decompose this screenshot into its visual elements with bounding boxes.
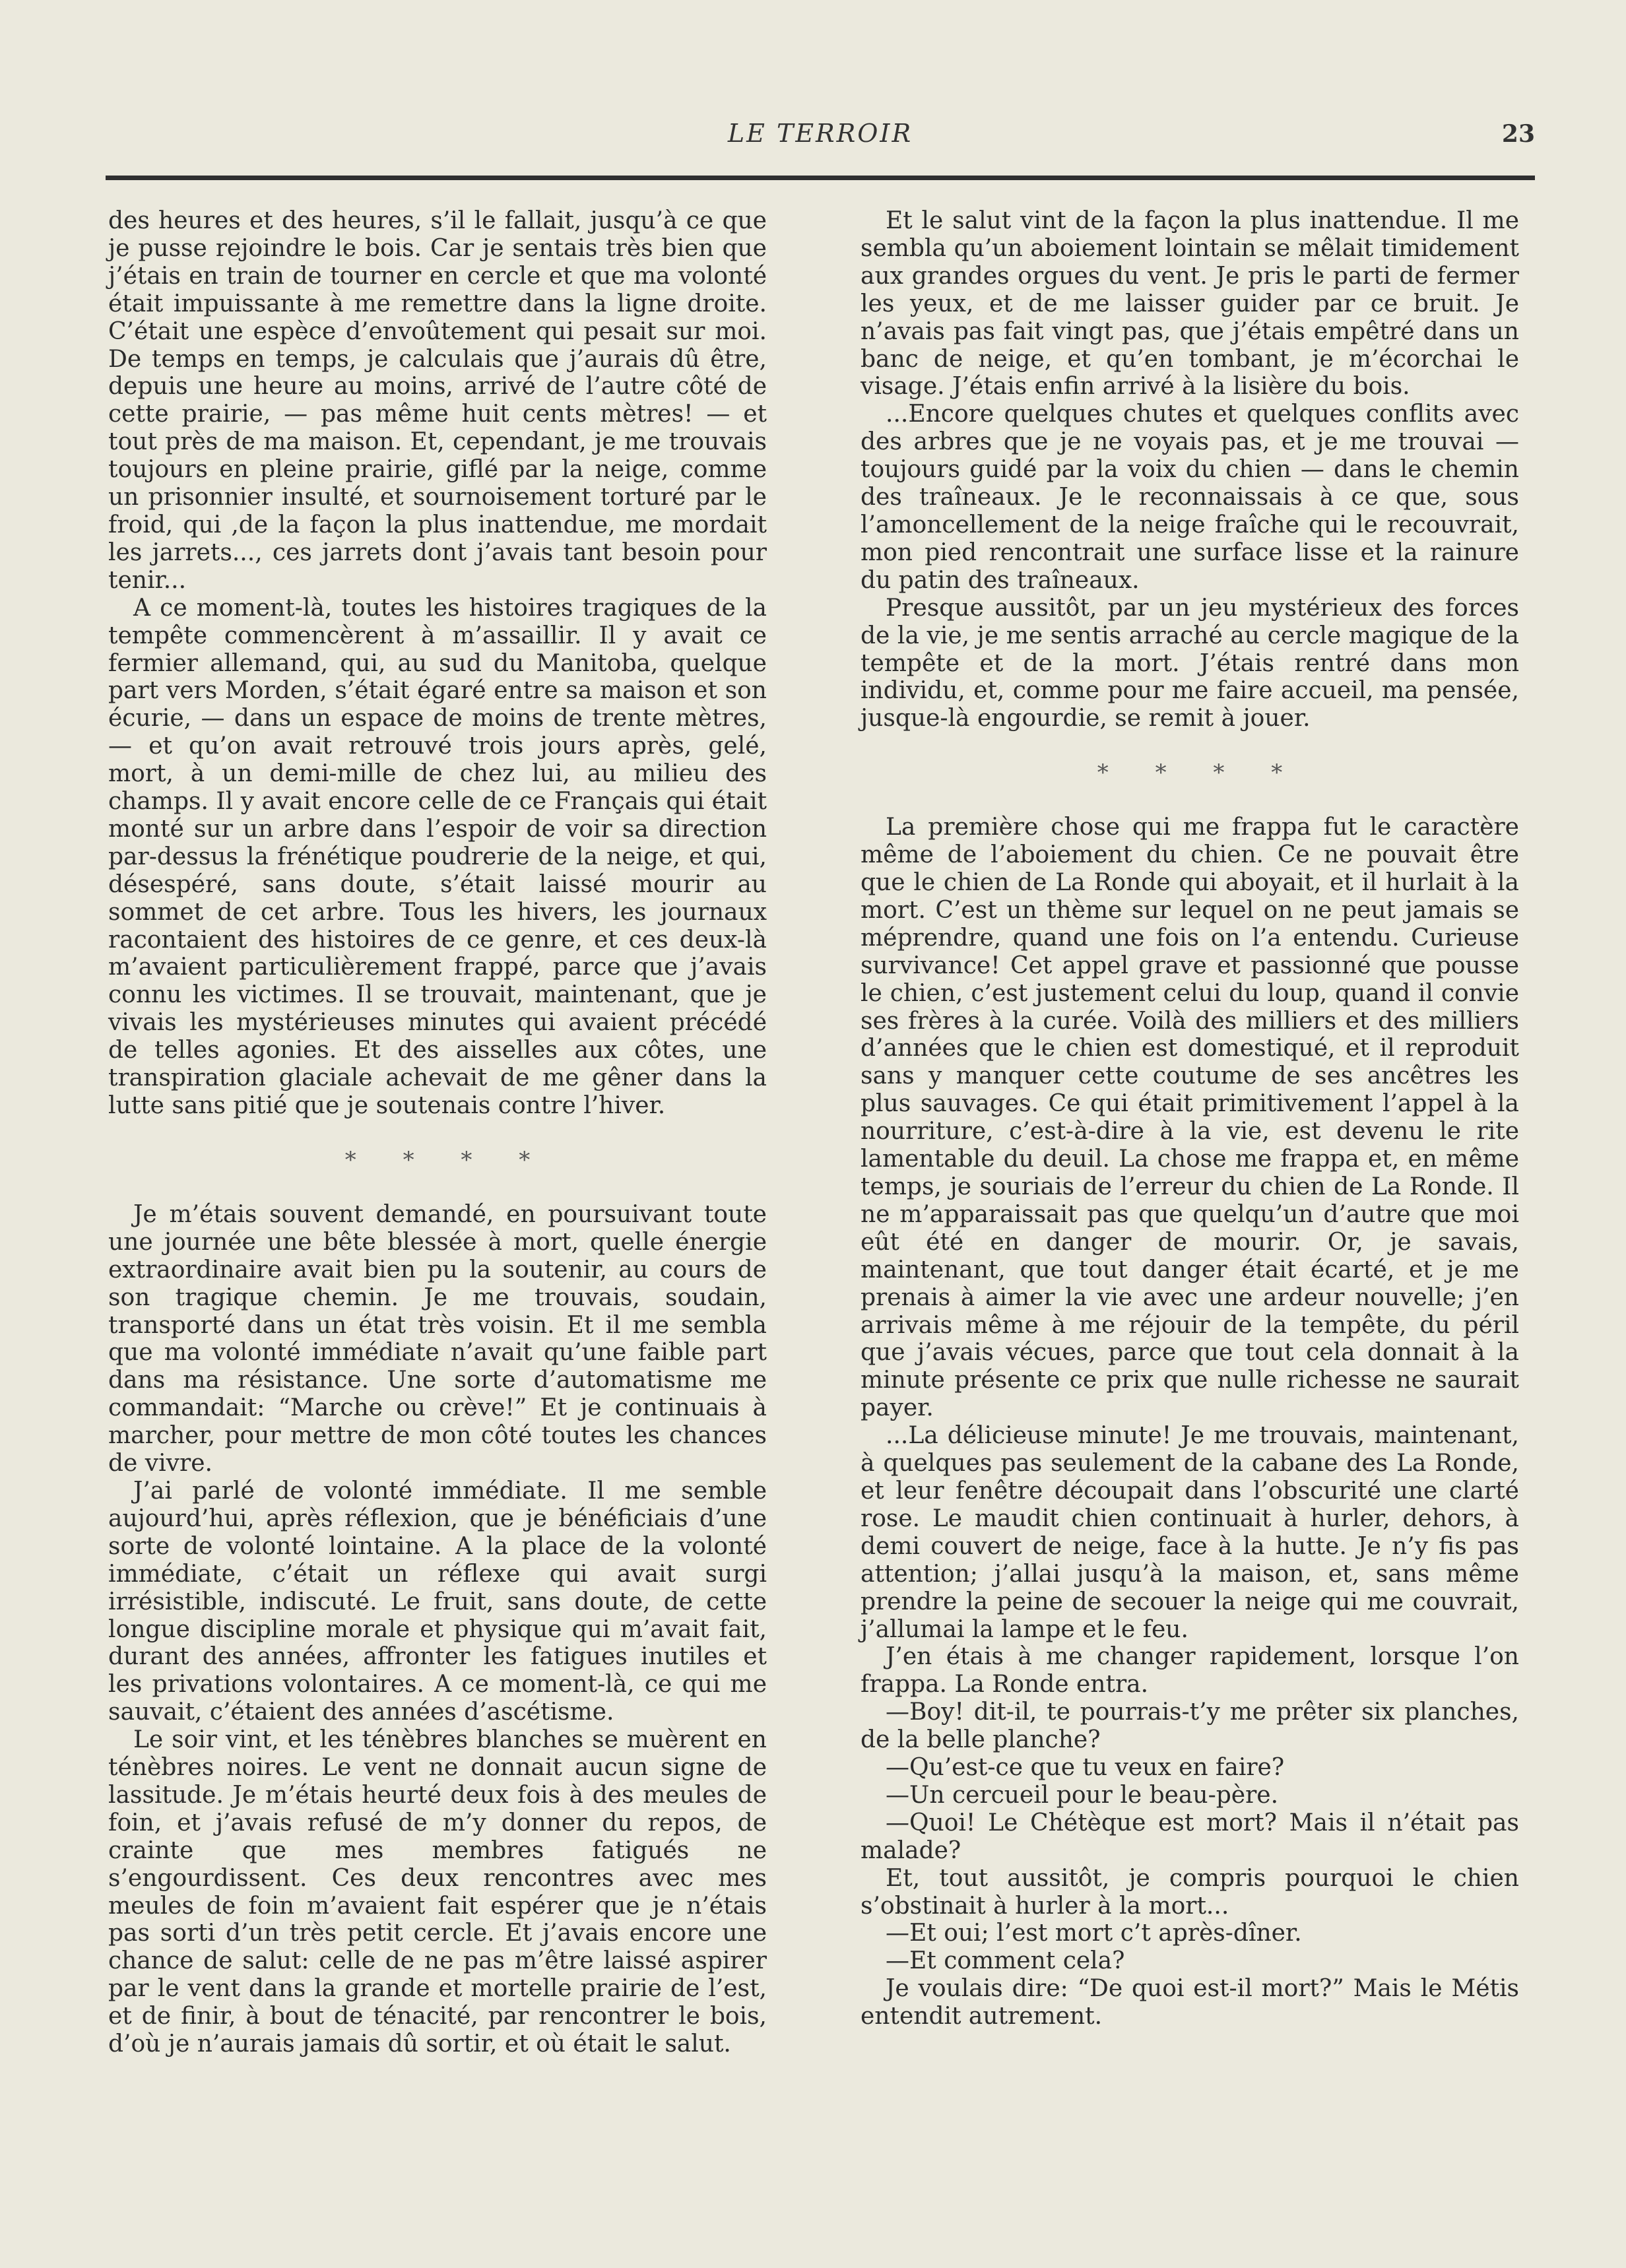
paragraph: Et le salut vint de la façon la plus inattendue. Il me sembla qu’un aboiement lointain se mêlait timidement aux grandes orgues du vent. Je pris le parti de fermer les yeux, et de me laisser guider par ce bruit. Je n’avais pas fait vingt pas, que j’étais empêtré dans un banc de neige, et qu’en tombant, je m’écorchai le visage. J’étais enfin arrivé à la lisière du bois.: [861, 207, 1519, 401]
dialogue-line: —Un cercueil pour le beau-père.: [886, 1781, 1279, 1809]
journal-title: LE TERROIR: [727, 119, 913, 148]
section-separator: * * * *: [1097, 760, 1303, 787]
paragraph: Je m’étais souvent demandé, en poursuivant toute une journée une bête blessée à mort, quelle énergie extraordinaire avait bien pu la soutenir, au cours de son tragique chemin. Je me trouvais, soudain, transporté dans un état très voisin. Et il me sembla que ma volonté immédiate n’avait qu’une faible part dans ma résistance. Une sorte d’automatisme me commandait: “Marche ou crève!” Et je continuais à marcher, pour mettre de mon côté toutes les chances de vivre.: [108, 1200, 767, 1477]
paragraph: Et, tout aussitôt, je compris pourquoi le chien s’obstinait à hurler à la mort...: [861, 1864, 1519, 1920]
paragraph: ...La délicieuse minute! Je me trouvais, maintenant, à quelques pas seulement de la cabane des La Ronde, et leur fenêtre découpait dans l’obscurité une clarté rose. Le maudit chien continuait à hurler, dehors, à demi couvert de neige, face à la hutte. Je n’y fis pas attention; j’allai jusqu’à la maison, et, sans même prendre la peine de secouer la neige qui me couvrait, j’allumai la lampe et le feu.: [861, 1422, 1519, 1643]
right-column: [861, 207, 1519, 2030]
paragraph: La première chose qui me frappa fut le caractère même de l’aboiement du chien. Ce ne pouvait être que le chien de La Ronde qui aboyait, et il hurlait à la mort. C’est un thème sur lequel on ne peut jamais se méprendre, quand une fois on l’a entendu. Curieuse survivance! Cet appel grave et passionné que pousse le chien, c’est justement celui du loup, quand il convie ses frères à la curée. Voilà des milliers et des milliers d’années que le chien est domestiqué, et il reproduit sans y manquer cette coutume de ses ancêtres les plus sauvages. Ce qui était primitivement l’appel à la nourriture, c’est-à-dire à la vie, est devenu le rite lamentable du deuil. La chose me frappa et, en même temps, je souriais de l’erreur du chien de La Ronde. Il ne m’apparaissait pas que quelqu’un d’autre que moi eût été en danger de mourir. Or, je savais, maintenant, que tout danger était écarté, et je me prenais à aimer la vie avec une ardeur nouvelle; j’en arrivais même à me réjouir de la tempête, du péril que j’avais vécues, parce que tout cela donnait à la minute présente ce prix que nulle richesse ne saurait payer.: [861, 814, 1519, 1422]
paragraph: A ce moment-là, toutes les histoires tragiques de la tempête commencèrent à m’assaillir. Il y avait ce fermier allemand, qui, au sud du Manitoba, quelque part vers Morden, s’était égaré entre sa maison et son écurie, — dans un espace de moins de trente mètres, — et qu’on avait retrouvé trois jours après, gelé, mort, à un demi-mille de chez lui, au milieu des champs. Il y avait encore celle de ce Français qui était monté sur un arbre dans l’espoir de voir sa direction par-dessus la frénétique poudrerie de la neige, et qui, désespéré, sans doute, s’était laissé mourir au sommet de cet arbre. Tous les hivers, les journaux racontaient des histoires de ce genre, et ces deux-là m’avaient particulièrement frappé, parce que j’avais connu les victimes. Il se trouvait, maintenant, que je vivais les mystérieuses minutes qui avaient précédé de telles agonies. Et des aisselles aux côtes, une transpiration glaciale achevait de me gêner dans la lutte sans pitié que je soutenais contre l’hiver.: [108, 594, 767, 1119]
header-rule: [106, 176, 1535, 180]
page-number: 23: [1501, 120, 1535, 148]
paragraph: J’en étais à me changer rapidement, lorsque l’on frappa. La Ronde entra.: [861, 1643, 1519, 1699]
paragraph: des heures et des heures, s’il le fallait, jusqu’à ce que je pusse rejoindre le bois. Car je sentais très bien que j’étais en train de tourner en cercle et que ma volonté était impuissante à me remettre dans la ligne droite. C’était une espèce d’envoûtement qui pesait sur moi. De temps en temps, je calculais que j’aurais dû être, depuis une heure au moins, arrivé de l’autre côté de cette prairie, — pas même huit cents mètres! — et tout près de ma maison. Et, cependant, je me trouvais toujours en pleine prairie, giflé par la neige, comme un prisonnier insulté, et sournoisement torturé par le froid, qui ,de la façon la plus inattendue, me mordait les jarrets..., ces jarrets dont j’avais tant besoin pour tenir...: [108, 207, 767, 594]
dialogue-line: —Qu’est-ce que tu veux en faire?: [886, 1754, 1285, 1782]
dialogue-line: —Quoi! Le Chétèque est mort? Mais il n’était pas malade?: [861, 1809, 1519, 1864]
paragraph: Le soir vint, et les ténèbres blanches se muèrent en ténèbres noires. Le vent ne donnait aucun signe de lassitude. Je m’étais heurté deux fois à des meules de foin, et j’avais refusé de m’y donner du repos, de crainte que mes membres fatigués ne s’engourdissent. Ces deux rencontres avec mes meules de foin m’avaient fait espérer que je n’étais pas sorti d’un très petit cercle. Et j’avais encore une chance de salut: celle de ne pas m’être laissé aspirer par le vent dans la grande et mortelle prairie de l’est, et de finir, à bout de ténacité, par rencontrer le bois, d’où je n’aurais jamais dû sortir, et où était le salut.: [108, 1726, 767, 2058]
paragraph: J’ai parlé de volonté immédiate. Il me semble aujourd’hui, après réflexion, que je bénéficiais d’une sorte de volonté lointaine. A la place de la volonté immédiate, c’était un réflexe qui avait surgi irrésistible, indiscuté. Le fruit, sans doute, de cette longue discipline morale et physique qui m’avait fait, durant des années, affronter les fatigues inutiles et les privations volontaires. A ce moment-là, ce qui me sauvait, c’étaient des années d’ascétisme.: [108, 1477, 767, 1726]
dialogue-line: —Et oui; l’est mort c’t après-dîner.: [886, 1920, 1302, 1947]
paragraph: Presque aussitôt, par un jeu mystérieux des forces de la vie, je me sentis arraché au cercle magique de la tempête et de la mort. J’étais rentré dans mon individu, et, comme pour me faire accueil, ma pensée, jusque-là engourdie, se remit à jouer.: [861, 594, 1519, 732]
dialogue-line: —Boy! dit-il, te pourrais-t’y me prêter six planches, de la belle planche?: [861, 1699, 1519, 1754]
left-column: [108, 207, 767, 2058]
running-header: [106, 119, 1535, 158]
paragraph: Je voulais dire: “De quoi est-il mort?” Mais le Métis entendit autrement.: [861, 1975, 1519, 2030]
paragraph: ...Encore quelques chutes et quelques conflits avec des arbres que je ne voyais pas, et je me trouvai — toujours guidé par la voix du chien — dans le chemin des traîneaux. Je le reconnaissais à ce que, sous l’amoncellement de la neige fraîche qui le recouvrait, mon pied rencontrait une surface lisse et la rainure du patin des traîneaux.: [861, 401, 1519, 594]
section-separator: * * * *: [344, 1146, 550, 1173]
dialogue-line: —Et comment cela?: [886, 1947, 1125, 1975]
